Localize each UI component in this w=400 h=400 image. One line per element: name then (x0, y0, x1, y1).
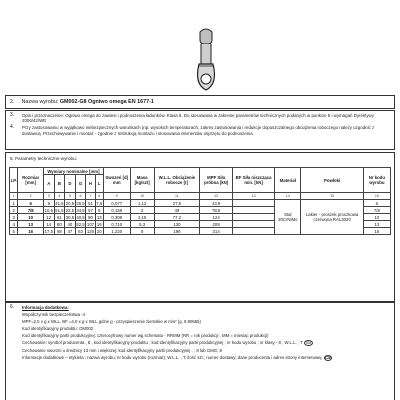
column-index: 3 (44, 193, 55, 200)
cell-mass: 1,12 (130, 200, 154, 207)
technical-parameters-section (5, 152, 395, 302)
bullet-spacer (10, 319, 22, 324)
cell-dim-d: 20,5 (65, 200, 75, 206)
header-coating: Powłoki (301, 168, 363, 193)
cell-dim-b: 51,5 (55, 207, 64, 213)
cell-dim-b: 41,5 (55, 200, 64, 206)
column-index: 14 (275, 193, 301, 200)
column-index: 1 (10, 193, 18, 200)
cell-dim-a: 12 (44, 214, 55, 221)
cell-coating: Lakier - proszek proszkowa czerwona RAL3020 (301, 200, 363, 235)
description-text: Przy zastosowaniu w wyjątkowo niebezpiecznych warunkach (np. wysokich temperaturach, zakres zastosowania i redukcje dopuszczalnego obciążenia roboczego należy uzgodnić z dostawcą. Przechowywanie i montaż - zgodnie z Instrukcją montażu i stosowania elementów osprzętu do podnoszenia. (22, 125, 375, 136)
cell-dim-d: 22,5 (65, 207, 75, 213)
cell-dim-l: 13 (96, 214, 102, 220)
ce-mark-icon: CE (324, 355, 332, 361)
info-text: Współczynnik bezpieczeństwa -4 (22, 312, 86, 317)
cell-dim-h: 126 (86, 228, 95, 234)
cell-mpf: 208 (200, 221, 233, 228)
cell-lp: 5 (10, 228, 18, 235)
bullet-spacer (10, 333, 22, 338)
cell-size: 16 (18, 228, 44, 235)
cell-dim-b: 80 (54, 221, 65, 228)
cell-dim-g: 63 (75, 228, 86, 235)
cell-dim-h: 51 (86, 200, 95, 207)
cell-dim-h: 57 (86, 207, 95, 214)
cell-bf (233, 221, 275, 228)
shackle-image (190, 24, 222, 94)
additional-info-section (5, 302, 395, 400)
cell-swivel: 0,077 (103, 200, 130, 207)
cell-catalog: 13 (363, 221, 390, 228)
column-index: 7 (86, 193, 95, 200)
cell-mass: 2 (130, 207, 154, 214)
info-line (10, 348, 390, 353)
cell-dim-g: 34,5 (76, 207, 85, 213)
header-size: Rozmiar [mm] (18, 168, 44, 193)
cell-lp: 1 (10, 200, 18, 207)
column-index: 5 (65, 193, 76, 200)
cell-material: Stal 20CrNiMo (275, 200, 301, 235)
table-row (10, 200, 391, 207)
cell-dim-l: 16 (96, 221, 102, 227)
description-section (5, 110, 395, 150)
cell-swivel: 0,159 (103, 207, 130, 214)
cell-wll: 27,5 (154, 200, 200, 207)
cell-dim-a: 9 (44, 200, 55, 207)
cell-size: 6 (18, 200, 44, 207)
column-index: 6 (75, 193, 86, 200)
section-number: 3. (10, 112, 15, 118)
header-wll: W.L.L. Obciążenie robocze [t] (154, 168, 200, 193)
cell-catalog: 6 (363, 200, 390, 207)
info-line (10, 333, 390, 338)
section-number: 6. (10, 304, 15, 310)
info-line (10, 319, 390, 324)
cell-size: 13 (18, 221, 44, 228)
parameters-table (9, 167, 391, 235)
cell-size: 10 (18, 214, 44, 221)
column-index: 4 (54, 193, 65, 200)
cell-dim-g: 52,5 (76, 221, 85, 227)
header-bf: BF Siła niszcząca min. [kN] (233, 168, 275, 193)
cell-dim-a: 14 (44, 221, 55, 228)
info-text-marking (22, 340, 390, 346)
header-dim-b: B (54, 175, 65, 193)
cell-swivel: 0,710 (103, 221, 130, 228)
cell-wll: 130 (154, 221, 200, 228)
cell-dim-d: 40 (65, 221, 76, 228)
cell-dim-a: 10,5 (44, 207, 53, 213)
info-text: Kod identyfikacyjny produktu: GM002 (22, 326, 94, 331)
info-line (10, 326, 390, 331)
cell-lp: 2 (10, 207, 18, 214)
cell-catalog: 10 (363, 214, 390, 221)
header-dim-d: D (65, 175, 76, 193)
cell-dim-b: 61 (54, 214, 65, 221)
cell-mpf: 43,9 (200, 200, 233, 207)
cell-dim-l: 7,6 (96, 200, 103, 206)
info-text-label (22, 355, 390, 361)
cell-lp: 3 (10, 214, 18, 221)
column-index: 16 (363, 193, 390, 200)
header-dims-group: Wymiary nominalne [mm] (44, 168, 104, 175)
cell-dim-a: 17,5 (44, 228, 53, 234)
info-title-row (10, 305, 390, 310)
column-index: 2 (18, 193, 44, 200)
info-title: Informacja dodatkowa: (22, 305, 69, 310)
cell-swivel: 0,309 (103, 214, 130, 221)
cell-catalog: 16 (363, 228, 390, 235)
cell-dim-h: 107 (86, 221, 95, 227)
cell-lp: 4 (10, 221, 18, 228)
cell-swivel: 1,220 (103, 228, 130, 235)
cell-wll: 77,2 (154, 214, 200, 221)
cell-bf (233, 200, 275, 207)
header-mpf: MPF Siła próbna [kN] (200, 168, 233, 193)
maker-stamp-icon: GM (305, 341, 312, 345)
column-index: 15 (301, 193, 363, 200)
cell-bf (233, 207, 275, 214)
bullet-spacer (10, 340, 22, 346)
column-index: 9 (103, 193, 130, 200)
column-index-row (10, 193, 391, 200)
info-line (10, 340, 390, 346)
cell-dim-l: 9 (95, 207, 103, 214)
cell-dim-d: 47 (65, 228, 76, 235)
bullet-spacer (10, 312, 22, 317)
description-item (6, 125, 394, 135)
cell-mpf: 314 (200, 228, 233, 235)
description-item (6, 113, 394, 123)
cell-bf (233, 214, 275, 221)
column-index: 11 (154, 193, 200, 200)
info-text: Cechowanie sworzni o średnicy 13 mm i większej: kod identyfikacyjny partii produkcyjnej , ; 8 lub GMG; 8 (22, 347, 222, 353)
label-text: Informacje dodatkowe – etykieta ; nazwa wyrobu; nr kodu wyrobu (rozmiar); W.L.L. , T, ilość szt.; numer dostawy; dane producenta i adres strony internetowej. (22, 354, 323, 360)
header-catalog: Nr kodu wyrobu (363, 168, 390, 193)
cell-dim-g: 40,5 (76, 214, 85, 220)
header-mass: Masa [kg/szt] (130, 168, 154, 193)
header-dim-l: L (95, 175, 103, 193)
cell-wll: 196 (154, 228, 200, 235)
section-number: 2. (10, 99, 15, 105)
product-name-label: Nazwa wyrobu: (21, 99, 59, 105)
cell-mpf: 124 (200, 214, 233, 221)
cell-dim-d: 30,5 (65, 214, 75, 220)
parameters-title: 5. Parametry techniczne wyrobu: (10, 156, 77, 161)
info-line (10, 312, 390, 317)
bullet-spacer (10, 348, 22, 353)
cell-dim-l: 20 (96, 228, 102, 234)
column-index: 8 (95, 193, 103, 200)
header-swivel: Swozeń [d] mm (103, 168, 130, 193)
cell-size: 7/8 (18, 207, 44, 214)
description-text: Opis i przeznaczenie: Ogniwo omega do zawiesi i podnoszenia ładunków. Klasa 8. Do stosowania w zakresie parametrów technicznych podanych w punkcie 5 i wymagań Dyrektywy 2006/42/WE (22, 113, 374, 124)
header-dim-a: A (44, 175, 55, 193)
header-material: Materiał (275, 168, 301, 193)
header-lp: LP. (10, 168, 18, 193)
info-line (10, 355, 390, 361)
header-dim-g: G (75, 175, 86, 193)
column-index: 12 (200, 193, 233, 200)
cell-wll: 49 (154, 207, 200, 214)
cell-mass: 3,15 (130, 214, 154, 221)
cell-catalog: 7/8 (363, 207, 390, 214)
bullet-spacer (10, 326, 22, 331)
column-index: 13 (233, 193, 275, 200)
marking-text: Cechowanie: symbol producenta , 8 , kod identyfikacyjny produktu ; kod identyfikacyjny partii produkcyjnej ; nr kodu wyrobu ; nr klasy - 8 , W.L.L. , T (22, 340, 303, 346)
header-dim-h: H (86, 175, 95, 193)
info-text: Kod identyfikacyjny partii produkcyjnej: czterocyfrowy numer wg schematu - RRMM (RR = rok produkcji , MM = miesiąc produkcji) (22, 333, 269, 338)
product-name-row (5, 95, 395, 109)
cell-dim-h: 80 (86, 214, 95, 221)
bullet-spacer (10, 355, 22, 361)
cell-dim-g: 25,5 (76, 200, 85, 206)
product-name: GM002-G8 Ogniwo omega EN 1677-1 (59, 99, 154, 105)
cell-mass: 5,3 (130, 221, 154, 228)
cell-mass: 8 (130, 228, 154, 235)
cell-mpf: 78,5 (200, 207, 233, 214)
info-text: MPF=2,5 x g x WLL, BF =4,0 x g x WLL gdzie g - przyspieszenie ziemskie w m/s² (g. 9,80665) (22, 319, 201, 324)
section-number: 4. (10, 124, 15, 131)
cell-dim-b: 98 (54, 228, 65, 235)
column-index: 10 (130, 193, 154, 200)
omega-link-icon (190, 24, 222, 94)
cell-bf (233, 228, 275, 235)
